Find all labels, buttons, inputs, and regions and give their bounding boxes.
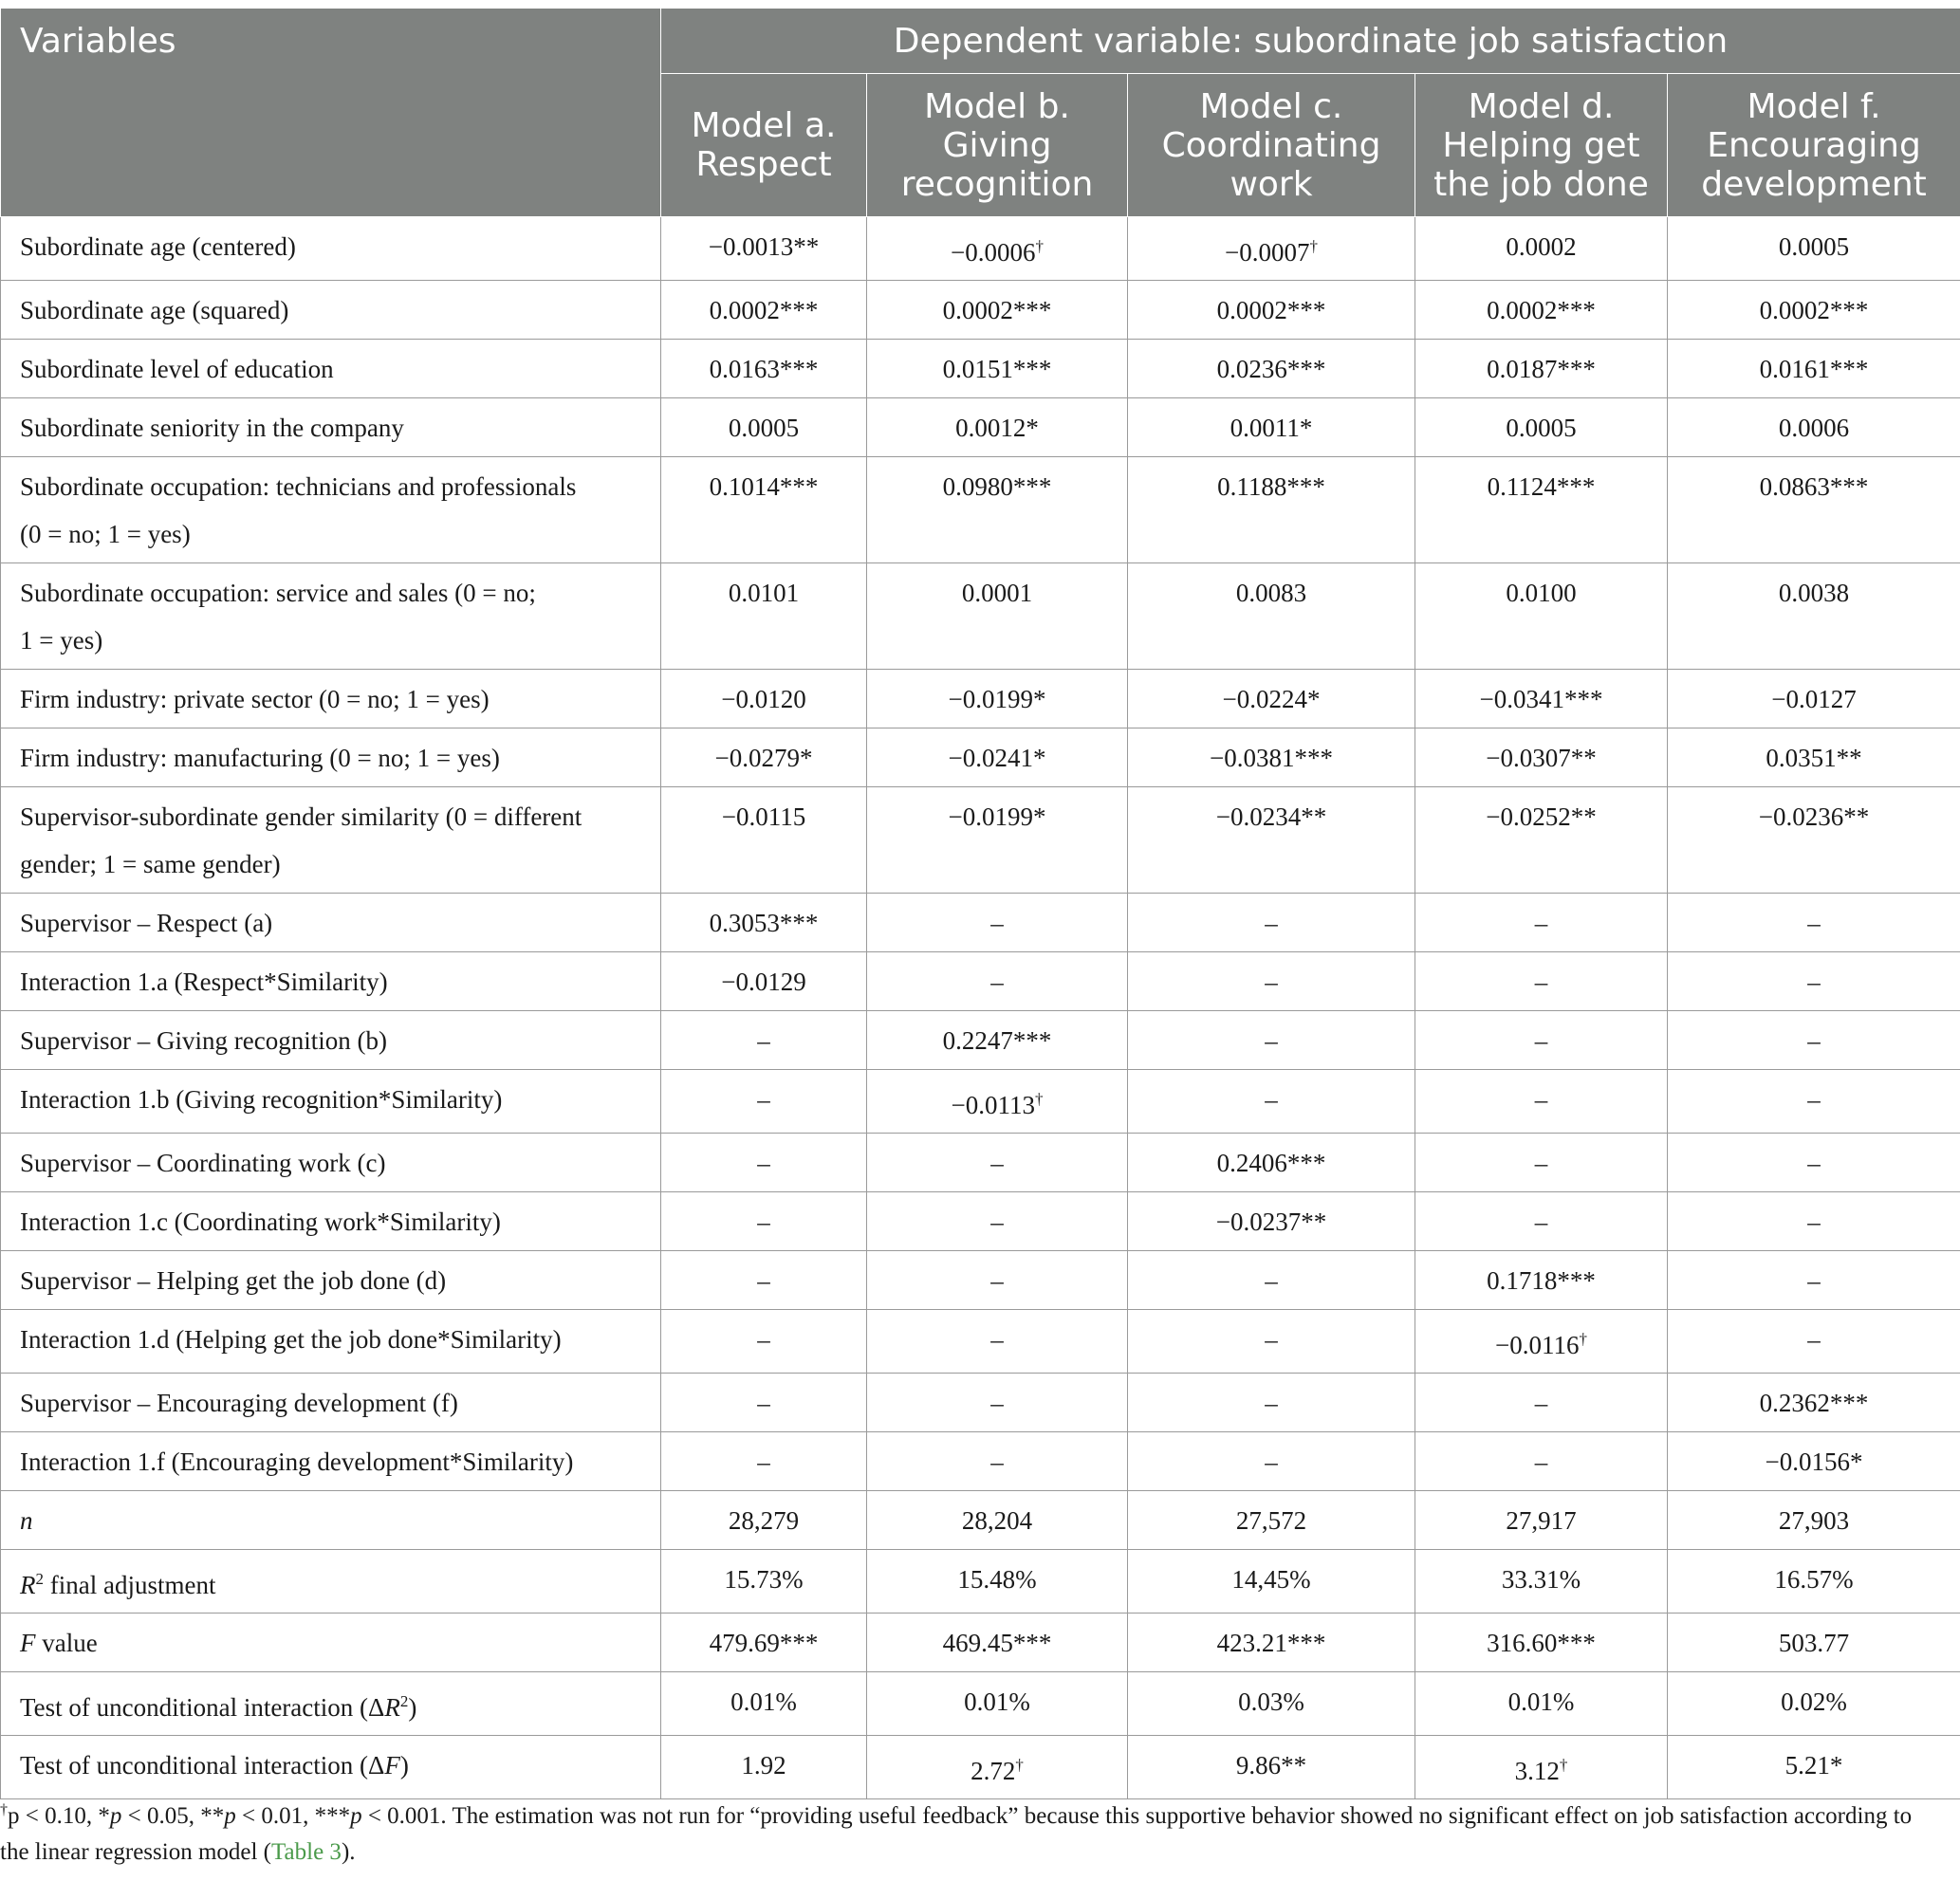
cell-value: 0.0011* (1128, 398, 1415, 457)
model-header-line: Giving (942, 125, 1052, 165)
cell-value: – (1128, 894, 1415, 952)
cell-value: – (661, 1432, 867, 1491)
cell-value: 0.01% (661, 1672, 867, 1736)
cell-value: – (867, 1374, 1128, 1432)
cell-value: −0.0224* (1128, 670, 1415, 728)
table-row (1, 1134, 1960, 1192)
row-label: Firm industry: manufacturing (0 = no; 1 = yes) (1, 728, 661, 787)
cell-value: – (1128, 1432, 1415, 1491)
row-label: Subordinate level of education (1, 340, 661, 398)
dependent-variable-header: Dependent variable: subordinate job satisfaction (661, 9, 1960, 74)
model-header-line: development (1701, 164, 1927, 204)
row-label: Interaction 1.a (Respect*Similarity) (1, 952, 661, 1011)
table-row (1, 894, 1960, 952)
cell-value: −0.0199* (867, 670, 1128, 728)
cell-value: – (1415, 894, 1668, 952)
cell-value: 0.1124*** (1415, 457, 1668, 563)
cell-value: 27,572 (1128, 1491, 1415, 1550)
model-header-line: Model a. (691, 106, 837, 145)
footnote-end: ). (341, 1839, 356, 1866)
cell-value: – (661, 1134, 867, 1192)
cell-value: – (1415, 1011, 1668, 1070)
cell-value: 0.0151*** (867, 340, 1128, 398)
cell-value: −0.0241* (867, 728, 1128, 787)
model-header-2 (1128, 74, 1415, 217)
cell-value: −0.0007† (1128, 217, 1415, 281)
table-row (1, 787, 1960, 894)
table-row (1, 1251, 1960, 1310)
row-label: Test of unconditional interaction $(\Delta R^2)$ (1, 1672, 661, 1736)
cell-value: 0.0187*** (1415, 340, 1668, 398)
table-row (1, 1374, 1960, 1432)
row-label: Supervisor – Respect (a) (1, 894, 661, 952)
cell-value: – (1668, 1011, 1960, 1070)
model-header-line: recognition (900, 164, 1094, 204)
table-row (1, 1432, 1960, 1491)
cell-value: 0.3053*** (661, 894, 867, 952)
cell-value: – (1668, 1134, 1960, 1192)
cell-value: 1.92 (661, 1736, 867, 1799)
model-header-line: Model f. (1747, 86, 1881, 126)
cell-value: – (1668, 1070, 1960, 1134)
cell-value: – (1128, 1070, 1415, 1134)
row-label: Subordinate age (centered) (1, 217, 661, 281)
row-label: Supervisor-subordinate gender similarity (0 = different gender; 1 = same gender) (1, 787, 661, 894)
cell-value: −0.0341*** (1415, 670, 1668, 728)
cell-value: 16.57% (1668, 1550, 1960, 1614)
cell-value: 15.48% (867, 1550, 1128, 1614)
cell-value: 0.0163*** (661, 340, 867, 398)
model-header-line: Helping get (1442, 125, 1640, 165)
table-row (1, 340, 1960, 398)
cell-value: – (1128, 1310, 1415, 1374)
cell-value: 5.21* (1668, 1736, 1960, 1799)
row-label: Subordinate age (squared) (1, 281, 661, 340)
model-header-line: Model b. (924, 86, 1070, 126)
cell-value: – (661, 1310, 867, 1374)
model-header-0 (661, 74, 867, 217)
cell-value: 0.0005 (1415, 398, 1668, 457)
cell-value: 0.0005 (1668, 217, 1960, 281)
row-label: Test of unconditional interaction (ΔF) (1, 1736, 661, 1799)
cell-value: 0.01% (867, 1672, 1128, 1736)
cell-value: – (1128, 1011, 1415, 1070)
cell-value: 0.0005 (661, 398, 867, 457)
cell-value: – (1415, 1432, 1668, 1491)
row-label: Interaction 1.c (Coordinating work*Similarity) (1, 1192, 661, 1251)
table-row (1, 1310, 1960, 1374)
variables-header: Variables (1, 9, 661, 217)
cell-value: – (867, 1192, 1128, 1251)
cell-value: 479.69*** (661, 1614, 867, 1672)
row-label: Interaction 1.f (Encouraging development*Similarity) (1, 1432, 661, 1491)
cell-value: 0.0012* (867, 398, 1128, 457)
model-header-line: the job done (1433, 164, 1649, 204)
cell-value: 0.02% (1668, 1672, 1960, 1736)
cell-value: −0.0307** (1415, 728, 1668, 787)
row-label: Supervisor – Encouraging development (f) (1, 1374, 661, 1432)
cell-value: – (867, 1251, 1128, 1310)
cell-value: 0.0161*** (1668, 340, 1960, 398)
cell-value: 0.0002 (1415, 217, 1668, 281)
cell-value: −0.0116† (1415, 1310, 1668, 1374)
cell-value: −0.0006† (867, 217, 1128, 281)
row-label: Subordinate occupation: service and sales (0 = no; 1 = yes) (1, 563, 661, 670)
cell-value: −0.0113† (867, 1070, 1128, 1134)
table-footnote (0, 1793, 1935, 1871)
regression-table (0, 8, 1960, 1799)
cell-value: – (1415, 1070, 1668, 1134)
model-header-line: Encouraging (1707, 125, 1921, 165)
cell-value: – (1128, 952, 1415, 1011)
cell-value: 0.1188*** (1128, 457, 1415, 563)
cell-value: 0.0002*** (1668, 281, 1960, 340)
cell-value: 0.0006 (1668, 398, 1960, 457)
cell-value: 0.0100 (1415, 563, 1668, 670)
cell-value: – (1415, 1134, 1668, 1192)
cell-value: −0.0252** (1415, 787, 1668, 894)
cell-value: −0.0127 (1668, 670, 1960, 728)
cell-value: −0.0237** (1128, 1192, 1415, 1251)
cell-value: −0.0129 (661, 952, 867, 1011)
row-label: $R^2$ final adjustment (1, 1550, 661, 1614)
cell-value: 0.1718*** (1415, 1251, 1668, 1310)
table-row (1, 1192, 1960, 1251)
cell-value: 33.31% (1415, 1550, 1668, 1614)
cell-value: – (661, 1070, 867, 1134)
cell-value: 423.21*** (1128, 1614, 1415, 1672)
model-header-1 (867, 74, 1128, 217)
cell-value: 3.12† (1415, 1736, 1668, 1799)
cell-value: – (661, 1374, 867, 1432)
table-row (1, 1672, 1960, 1736)
cell-value: – (867, 1310, 1128, 1374)
cell-value: – (867, 1432, 1128, 1491)
table-row (1, 952, 1960, 1011)
row-label: Interaction 1.d (Helping get the job done*Similarity) (1, 1310, 661, 1374)
table-row (1, 1550, 1960, 1614)
cell-value: 0.0002*** (1128, 281, 1415, 340)
table-row (1, 281, 1960, 340)
cell-value: 0.0002*** (1415, 281, 1668, 340)
cell-value: 9.86** (1128, 1736, 1415, 1799)
cell-value: −0.0120 (661, 670, 867, 728)
cell-value: 27,903 (1668, 1491, 1960, 1550)
table-row (1, 563, 1960, 670)
cell-value: – (1668, 1251, 1960, 1310)
row-label: Subordinate seniority in the company (1, 398, 661, 457)
cell-value: 0.2362*** (1668, 1374, 1960, 1432)
cell-value: 28,279 (661, 1491, 867, 1550)
cell-value: 0.1014*** (661, 457, 867, 563)
cell-value: 503.77 (1668, 1614, 1960, 1672)
cell-value: 0.0980*** (867, 457, 1128, 563)
cell-value: 2.72† (867, 1736, 1128, 1799)
row-label: Supervisor – Helping get the job done (d) (1, 1251, 661, 1310)
table-body (1, 217, 1960, 1799)
cell-value: 0.0351** (1668, 728, 1960, 787)
cell-value: 28,204 (867, 1491, 1128, 1550)
cell-value: 0.0083 (1128, 563, 1415, 670)
table-row (1, 1736, 1960, 1799)
cell-value: – (1415, 952, 1668, 1011)
cell-value: 0.0038 (1668, 563, 1960, 670)
cell-value: −0.0381*** (1128, 728, 1415, 787)
cell-value: −0.0156* (1668, 1432, 1960, 1491)
table-row (1, 1070, 1960, 1134)
cell-value: 0.0101 (661, 563, 867, 670)
cell-value: 0.0001 (867, 563, 1128, 670)
table-row (1, 398, 1960, 457)
model-header-3 (1415, 74, 1668, 217)
cell-value: – (867, 894, 1128, 952)
cell-value: −0.0115 (661, 787, 867, 894)
cell-value: 0.0002*** (661, 281, 867, 340)
model-header-line: Model c. (1199, 86, 1343, 126)
cell-value: 0.2247*** (867, 1011, 1128, 1070)
cell-value: 316.60*** (1415, 1614, 1668, 1672)
cell-value: −0.0236** (1668, 787, 1960, 894)
cell-value: – (1668, 894, 1960, 952)
model-header-4 (1668, 74, 1960, 217)
cell-value: – (1128, 1374, 1415, 1432)
table-3-link[interactable]: Table 3 (271, 1839, 342, 1866)
cell-value: −0.0234** (1128, 787, 1415, 894)
cell-value: 0.01% (1415, 1672, 1668, 1736)
cell-value: 0.03% (1128, 1672, 1415, 1736)
cell-value: 0.0863*** (1668, 457, 1960, 563)
row-label: F value (1, 1614, 661, 1672)
row-label: Supervisor – Coordinating work (c) (1, 1134, 661, 1192)
cell-value: 0.2406*** (1128, 1134, 1415, 1192)
cell-value: −0.0013** (661, 217, 867, 281)
cell-value: – (661, 1251, 867, 1310)
cell-value: 0.0236*** (1128, 340, 1415, 398)
table-row (1, 728, 1960, 787)
row-label: Interaction 1.b (Giving recognition*Similarity) (1, 1070, 661, 1134)
cell-value: – (867, 952, 1128, 1011)
cell-value: −0.0199* (867, 787, 1128, 894)
cell-value: – (661, 1192, 867, 1251)
cell-value: – (1668, 1192, 1960, 1251)
row-label: Firm industry: private sector (0 = no; 1 = yes) (1, 670, 661, 728)
cell-value: 14,45% (1128, 1550, 1415, 1614)
table-row (1, 457, 1960, 563)
model-header-line: Respect (695, 145, 832, 184)
table-row (1, 217, 1960, 281)
footnote-text: †p < 0.10, *p < 0.05, **p < 0.01, ***p < 0.001. The estimation was not run for “providing useful feedback” because this supportive behavior showed no significant effect on job satisfaction according to the linear regression model ( (0, 1802, 1913, 1866)
cell-value: 15.73% (661, 1550, 867, 1614)
row-label: Supervisor – Giving recognition (b) (1, 1011, 661, 1070)
cell-value: −0.0279* (661, 728, 867, 787)
cell-value: – (1668, 952, 1960, 1011)
cell-value: 469.45*** (867, 1614, 1128, 1672)
regression-table-container (0, 8, 1960, 1799)
cell-value: – (867, 1134, 1128, 1192)
model-header-line: Coordinating (1161, 125, 1381, 165)
row-label: n (1, 1491, 661, 1550)
table-row (1, 1491, 1960, 1550)
cell-value: 27,917 (1415, 1491, 1668, 1550)
row-label: Subordinate occupation: technicians and professionals (0 = no; 1 = yes) (1, 457, 661, 563)
model-header-line: Model d. (1468, 86, 1615, 126)
model-header-line: work (1230, 164, 1313, 204)
table-row (1, 1011, 1960, 1070)
table-row (1, 1614, 1960, 1672)
cell-value: – (1668, 1310, 1960, 1374)
table-row (1, 670, 1960, 728)
cell-value: – (1415, 1374, 1668, 1432)
cell-value: – (1415, 1192, 1668, 1251)
cell-value: – (661, 1011, 867, 1070)
cell-value: 0.0002*** (867, 281, 1128, 340)
cell-value: – (1128, 1251, 1415, 1310)
